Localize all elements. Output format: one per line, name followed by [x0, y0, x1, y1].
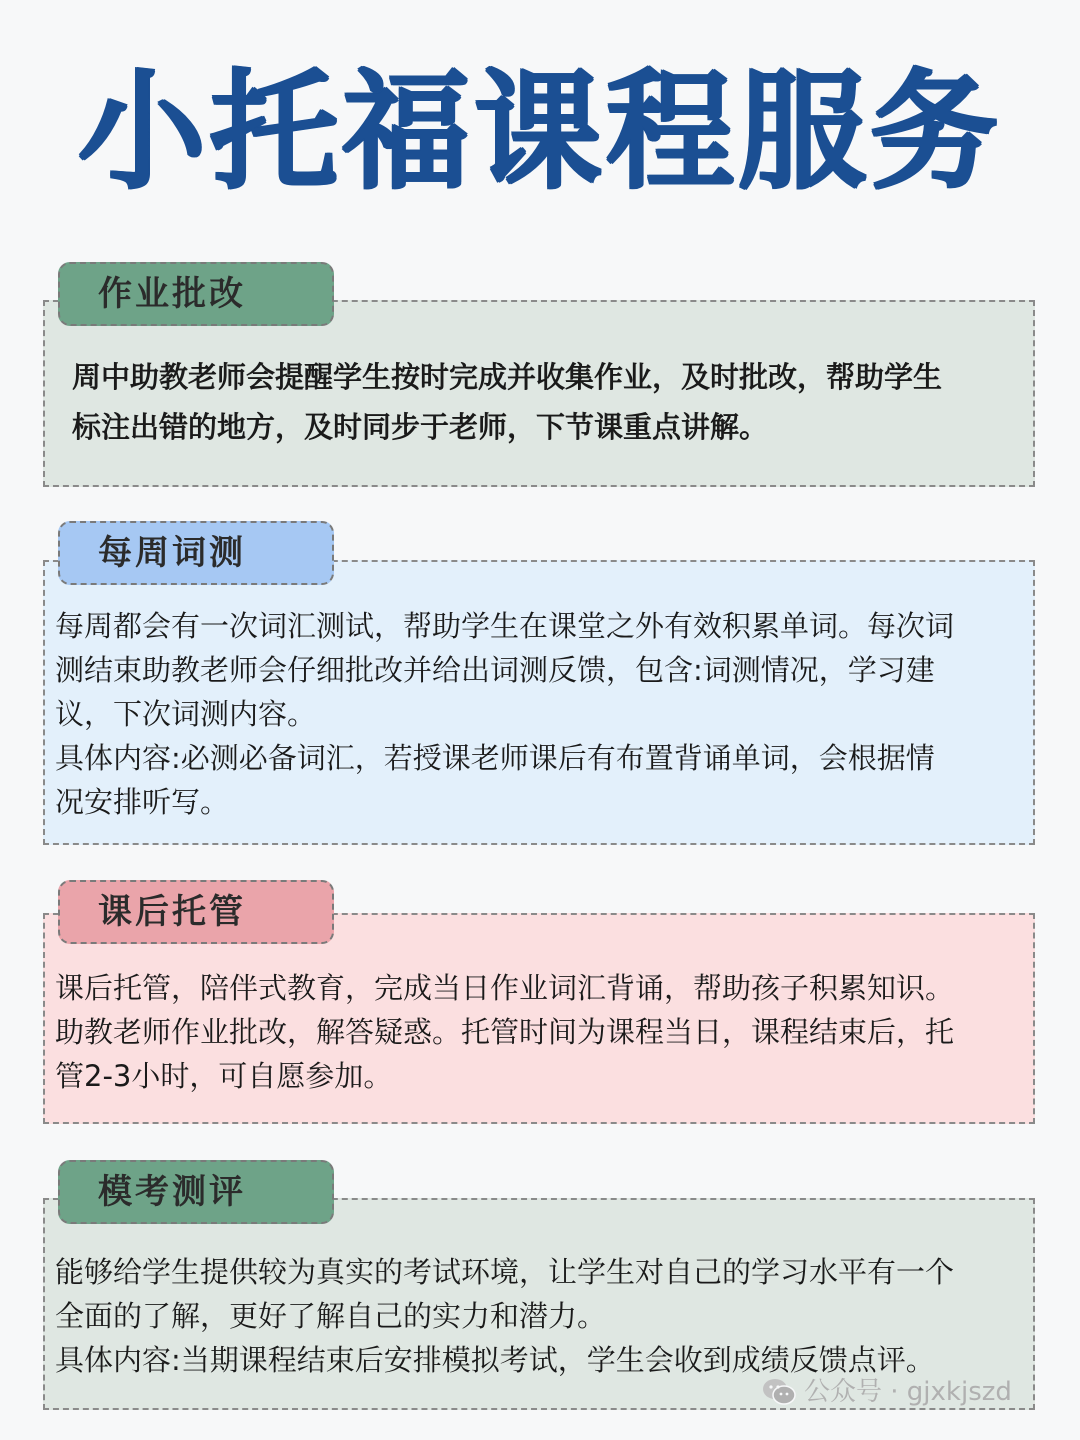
section-heading: 课后托管	[58, 880, 334, 944]
watermark-text: 公众号 · gjxkjszd	[804, 1377, 1012, 1407]
section-body: 周中助教老师会提醒学生按时完成并收集作业，及时批改，帮助学生 标注出错的地方，及时同步于老师，下节课重点讲解。	[72, 360, 943, 444]
wechat-icon	[762, 1378, 796, 1406]
section-heading: 作业批改	[58, 262, 334, 326]
section-body: 每周都会有一次词汇测试，帮助学生在课堂之外有效积累单词。每次词 测结束助教老师会仔细批改并给出词测反馈，包含:词测情况，学习建 议，下次词测内容。 具体内容:必测必备词汇，若授课老师课后有布置背诵单词，会根据情 况安排听写。	[55, 609, 955, 819]
section-body: 课后托管，陪伴式教育，完成当日作业词汇背诵，帮助孩子积累知识。 助教老师作业批改，解答疑惑。托管时间为课程当日，课程结束后，托 管2-3小时，可自愿参加。	[55, 971, 955, 1093]
page-title: 小托福课程服务	[77, 58, 1002, 207]
section-heading: 每周词测	[58, 521, 334, 585]
section-body: 能够给学生提供较为真实的考试环境，让学生对自己的学习水平有一个 全面的了解，更好了解自己的实力和潜力。 具体内容:当期课程结束后安排模拟考试，学生会收到成绩反馈点评。	[55, 1255, 955, 1377]
section-heading: 模考测评	[58, 1160, 334, 1224]
watermark	[762, 1372, 1012, 1412]
